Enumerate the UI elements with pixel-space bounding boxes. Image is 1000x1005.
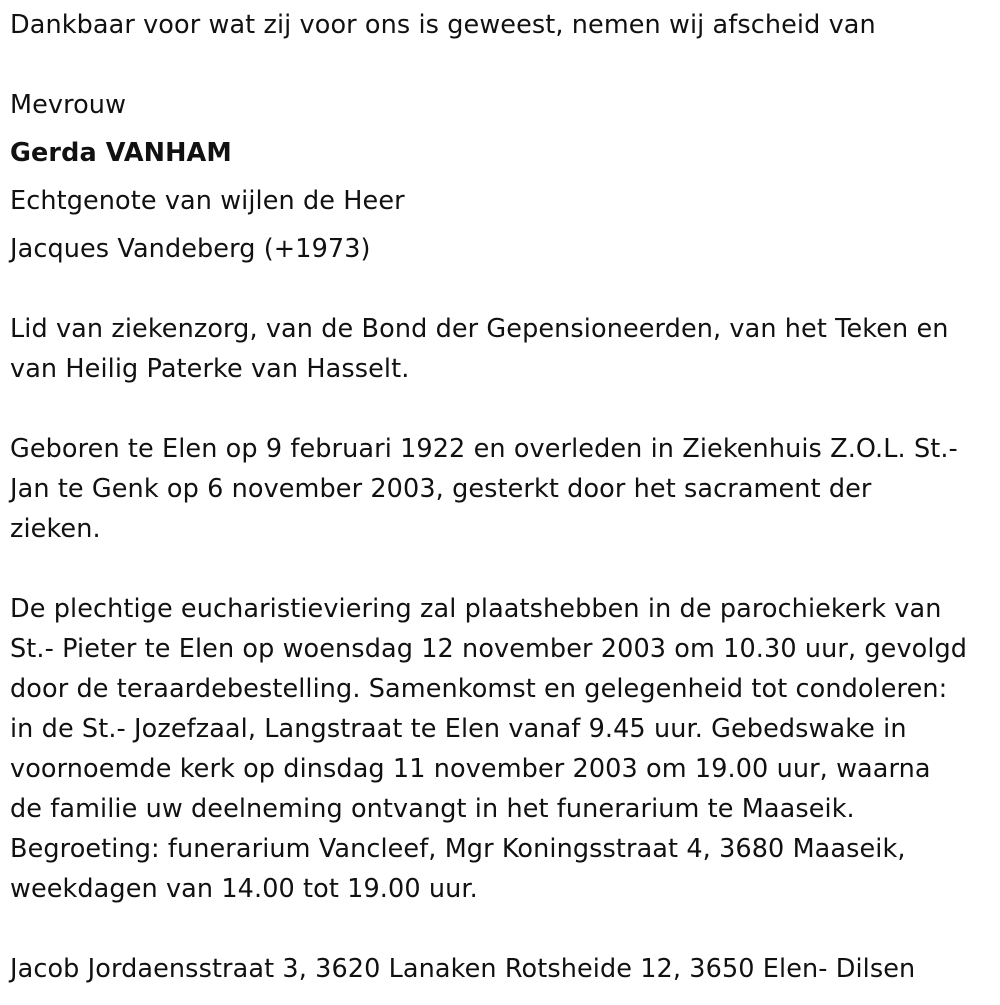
deceased-name: Gerda VANHAM — [10, 138, 232, 168]
addresses-line: Jacob Jordaensstraat 3, 3620 Lanaken Rotsheide 12, 3650 Elen- Dilsen — [10, 954, 916, 984]
spouse-line-1: Echtgenote van wijlen de Heer — [10, 186, 405, 216]
intro-text: Dankbaar voor wat zij voor ons is geweest, nemen wij afscheid van — [10, 10, 876, 40]
paragraph-line: Begroeting: funerarium Vancleef, Mgr Koningsstraat 4, 3680 Maaseik, — [10, 834, 906, 864]
paragraph-line: door de teraardebestelling. Samenkomst en gelegenheid tot condoleren: — [10, 674, 948, 704]
paragraph-line: Jan te Genk op 6 november 2003, gesterkt door het sacrament der — [10, 474, 872, 504]
paragraph-line: St.- Pieter te Elen op woensdag 12 november 2003 om 10.30 uur, gevolgd — [10, 634, 968, 664]
paragraph-line: Lid van ziekenzorg, van de Bond der Gepensioneerden, van het Teken en — [10, 314, 949, 344]
paragraph-line: Geboren te Elen op 9 februari 1922 en overleden in Ziekenhuis Z.O.L. St.- — [10, 434, 958, 464]
spouse-line-2: Jacques Vandeberg (+1973) — [10, 234, 371, 264]
paragraph-line: zieken. — [10, 514, 101, 544]
paragraph-line: weekdagen van 14.00 tot 19.00 uur. — [10, 874, 478, 904]
salutation: Mevrouw — [10, 90, 127, 120]
paragraph-line: de familie uw deelneming ontvangt in het funerarium te Maaseik. — [10, 794, 855, 824]
paragraph-line: De plechtige eucharistieviering zal plaatshebben in de parochiekerk van — [10, 594, 942, 624]
paragraph-line: van Heilig Paterke van Hasselt. — [10, 354, 410, 384]
paragraph-line: voornoemde kerk op dinsdag 11 november 2003 om 19.00 uur, waarna — [10, 754, 931, 784]
paragraph-line: in de St.- Jozefzaal, Langstraat te Elen vanaf 9.45 uur. Gebedswake in — [10, 714, 907, 744]
